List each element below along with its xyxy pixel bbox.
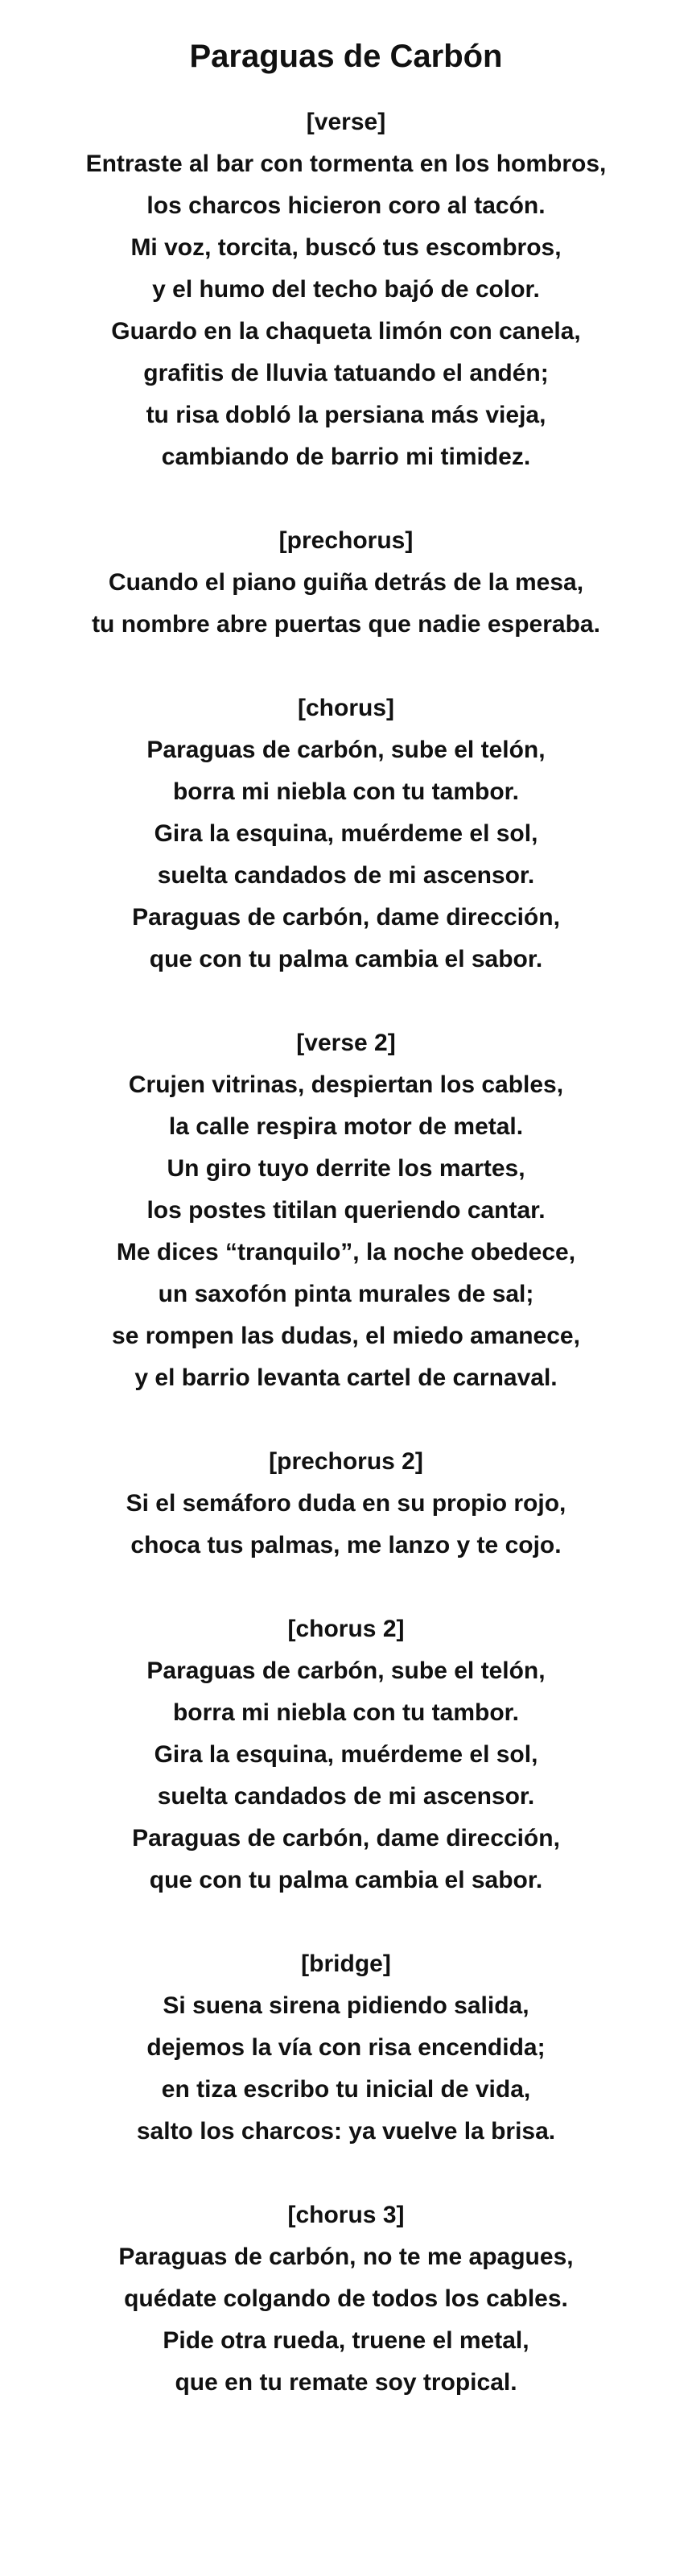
lyric-line: borra mi niebla con tu tambor. bbox=[172, 1699, 520, 1726]
lyric-line: suelta candados de mi ascensor. bbox=[157, 862, 535, 889]
lyric-line: que con tu palma cambia el sabor. bbox=[149, 1867, 543, 1893]
lyric-line: Un giro tuyo derrite los martes, bbox=[167, 1155, 525, 1182]
lyric-line: y el barrio levanta cartel de carnaval. bbox=[134, 1364, 558, 1391]
lyric-line: Si suena sirena pidiendo salida, bbox=[163, 1992, 529, 2019]
lyrics-section bbox=[0, 1608, 692, 1901]
section-header: [chorus] bbox=[298, 695, 394, 721]
lyric-line: dejemos la vía con risa encendida; bbox=[146, 2034, 546, 2061]
lyric-line: los postes titilan queriendo cantar. bbox=[146, 1197, 546, 1224]
lyric-line: Gira la esquina, muérdeme el sol, bbox=[154, 1741, 538, 1768]
lyrics-section bbox=[0, 1441, 692, 1567]
lyric-line: Paraguas de carbón, sube el telón, bbox=[146, 1657, 546, 1684]
section-header: [chorus 3] bbox=[287, 2202, 405, 2228]
lyrics-section bbox=[0, 520, 692, 646]
section-header: [bridge] bbox=[301, 1951, 391, 1977]
lyrics-section bbox=[0, 101, 692, 478]
lyric-line: la calle respira motor de metal. bbox=[168, 1113, 524, 1140]
lyrics-section bbox=[0, 2194, 692, 2404]
lyric-line: que con tu palma cambia el sabor. bbox=[149, 946, 543, 972]
lyric-line: Mi voz, torcita, buscó tus escombros, bbox=[130, 234, 562, 261]
song-title: Paraguas de Carbón bbox=[189, 39, 503, 74]
lyric-line: choca tus palmas, me lanzo y te cojo. bbox=[130, 1532, 562, 1558]
lyric-line: Si el semáforo duda en su propio rojo, bbox=[126, 1490, 566, 1517]
lyric-line: se rompen las dudas, el miedo amanece, bbox=[112, 1323, 580, 1349]
lyric-line: Me dices “tranquilo”, la noche obedece, bbox=[116, 1239, 576, 1265]
lyric-line: Paraguas de carbón, sube el telón, bbox=[146, 737, 546, 763]
lyric-line: Gira la esquina, muérdeme el sol, bbox=[154, 820, 538, 847]
lyric-line: los charcos hicieron coro al tacón. bbox=[146, 192, 546, 219]
lyric-line: salto los charcos: ya vuelve la brisa. bbox=[136, 2118, 556, 2145]
lyric-line: Paraguas de carbón, dame dirección, bbox=[132, 904, 560, 931]
lyric-line: grafitis de lluvia tatuando el andén; bbox=[143, 360, 549, 386]
lyrics-section bbox=[0, 1022, 692, 1399]
lyric-line: Entraste al bar con tormenta en los hombros, bbox=[85, 151, 607, 177]
section-header: [verse] bbox=[306, 109, 386, 135]
lyric-line: tu risa dobló la persiana más vieja, bbox=[146, 402, 546, 428]
lyric-line: en tiza escribo tu inicial de vida, bbox=[161, 2076, 531, 2103]
lyrics-body bbox=[0, 101, 692, 2404]
lyric-line: borra mi niebla con tu tambor. bbox=[172, 778, 520, 805]
lyric-line: tu nombre abre puertas que nadie esperaba. bbox=[92, 611, 600, 638]
section-header: [prechorus 2] bbox=[269, 1448, 423, 1475]
lyric-line: que en tu remate soy tropical. bbox=[175, 2369, 517, 2396]
lyric-line: suelta candados de mi ascensor. bbox=[157, 1783, 535, 1810]
lyric-line: Paraguas de carbón, dame dirección, bbox=[132, 1825, 560, 1852]
lyric-line: Paraguas de carbón, no te me apagues, bbox=[118, 2244, 574, 2270]
lyric-line: Crujen vitrinas, despiertan los cables, bbox=[128, 1071, 564, 1098]
lyrics-section bbox=[0, 687, 692, 980]
lyric-line: quédate colgando de todos los cables. bbox=[124, 2285, 568, 2312]
section-header: [chorus 2] bbox=[287, 1616, 405, 1642]
lyric-line: y el humo del techo bajó de color. bbox=[152, 276, 540, 303]
lyrics-section bbox=[0, 1943, 692, 2153]
section-header: [verse 2] bbox=[296, 1030, 396, 1056]
lyric-line: Guardo en la chaqueta limón con canela, bbox=[111, 318, 581, 345]
lyric-line: Cuando el piano guiña detrás de la mesa, bbox=[108, 569, 584, 596]
lyric-line: cambiando de barrio mi timidez. bbox=[161, 444, 531, 470]
section-header: [prechorus] bbox=[278, 527, 414, 554]
lyric-line: Pide otra rueda, truene el metal, bbox=[163, 2327, 529, 2354]
lyric-line: un saxofón pinta murales de sal; bbox=[158, 1281, 534, 1307]
